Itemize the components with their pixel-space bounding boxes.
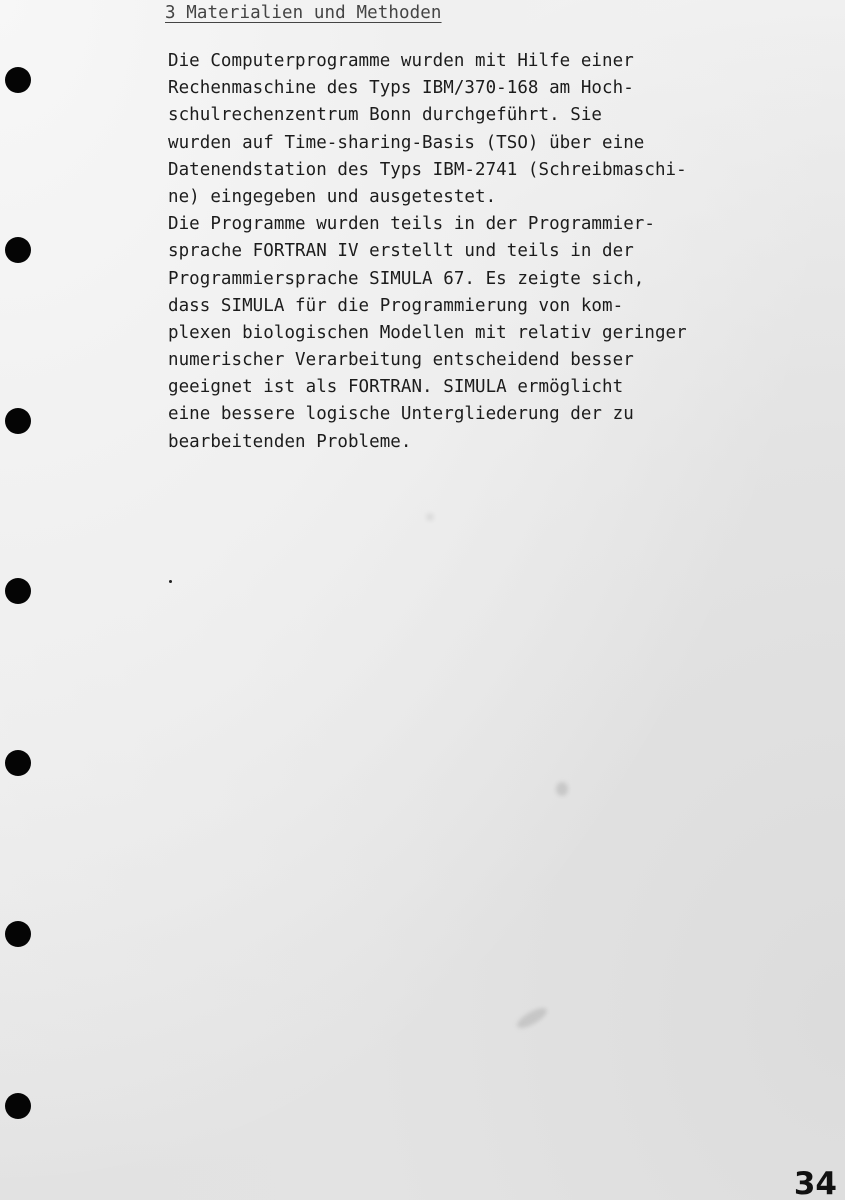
text-line: Die Programme wurden teils in der Programmier- xyxy=(168,214,655,235)
text-line: wurden auf Time-sharing-Basis (TSO) über eine xyxy=(168,132,645,153)
text-line: schulrechenzentrum Bonn durchgeführt. Sie xyxy=(168,105,603,126)
text-line: plexen biologischen Modellen mit relativ geringer xyxy=(168,322,687,343)
text-line: geeignet ist als FORTRAN. SIMULA ermöglicht xyxy=(168,377,624,398)
text-line: ne) eingegeben und ausgetestet. xyxy=(168,186,497,207)
text-line: bearbeitenden Probleme. xyxy=(168,431,412,452)
binder-hole xyxy=(5,237,31,263)
binder-hole xyxy=(5,921,31,947)
binder-hole xyxy=(5,408,31,434)
binder-hole xyxy=(5,578,31,604)
body-paragraph xyxy=(168,48,768,456)
binder-hole xyxy=(5,1093,31,1119)
text-line: Die Computerprogramme wurden mit Hilfe einer xyxy=(168,51,634,71)
text-line: dass SIMULA für die Programmierung von kom- xyxy=(168,295,624,316)
text-line: numerischer Verarbeitung entscheidend besser xyxy=(168,350,634,371)
text-line: eine bessere logische Untergliederung der zu xyxy=(168,404,634,425)
text-line: sprache FORTRAN IV erstellt und teils in der xyxy=(168,241,634,262)
stray-ink-dot xyxy=(169,580,172,583)
paper-smudge xyxy=(556,782,568,796)
paper-smudge xyxy=(426,513,434,521)
binder-hole xyxy=(5,67,31,93)
section-heading: 3 Materialien und Methoden xyxy=(165,3,442,23)
page-number: 34 xyxy=(793,1166,837,1200)
text-line: Rechenmaschine des Typs IBM/370-168 am Hoch- xyxy=(168,78,634,99)
text-line: Programmiersprache SIMULA 67. Es zeigte sich, xyxy=(168,268,645,289)
paper-smudge xyxy=(514,1004,549,1031)
text-line: Datenendstation des Typs IBM-2741 (Schreibmaschi- xyxy=(168,159,687,180)
binder-hole xyxy=(5,750,31,776)
